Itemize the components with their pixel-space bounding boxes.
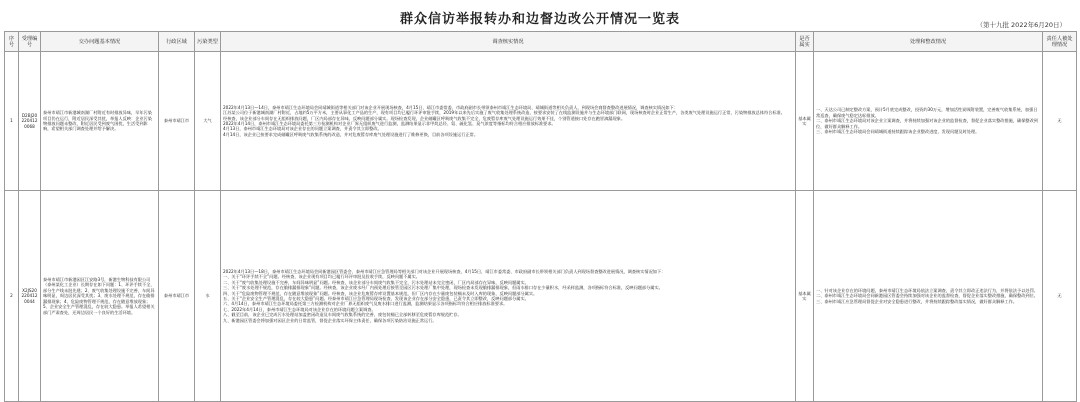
case-region: 泰州市靖江市 [159,191,195,402]
action-taken [814,52,1043,191]
detail-paragraph: 五、关于“企业安全生产管理混乱，存在较大隐患”问题。经泰州市靖江应急管理局现场检查，发现该企业存在部分安全隐患，已责令其立即整改，反映问题部分属实。 [223,296,529,301]
case-code: D2BJ202204120068 [19,52,41,191]
disclosure-table [4,31,1077,402]
issue-date: （第十九批 2022年6月20日） [976,21,1066,29]
table-row [5,191,1077,402]
detail-paragraph: 九、新港园区管委会将加强对园区企业的日常监管，督促企业落实环保主体责任，确保各项污染防治设施正常运行。 [223,317,437,323]
detail-paragraph: 七、2022年4月14日，泰州市靖江生态环境局对该企业存在的环境问题立案调查。 [223,306,376,312]
column-header: 受理编号 [19,32,41,52]
action-paragraph: 三、泰州市靖江生态环境局会同靖城街道持续跟踪该企业整改进度，发现问题及时处理。 [816,129,980,135]
action-paragraph: 三、泰州市靖江应急管理局督促企业对安全隐患进行整改，并将持续跟踪整改落实情况，做好群众解释工作。 [816,298,1018,304]
verified-status: 基本属实 [796,52,814,191]
detail-paragraph: 4月13日，泰州市靖江生态环境局对该企业存在的问题立案调查，并责令其立即整改。 [223,126,382,132]
detail-paragraph: 江苏某公司位于新港城南湖厂村附近，占地约5万平方米，主要从事化工产品的生产，现有项目均已履行环评审批手续，2019年以来先后实施了废气收集处理系统改造，按要求安装了在线监测设施并与生态环境部门联网，现场核查时企业正常生产，各类废气处理设施运行正常，污染物排放总体符合标准。 [223,110,785,116]
column-header: 行政区域 [159,32,195,52]
column-header: 责任人被处理情况 [1043,32,1077,52]
detail-paragraph: 四、关于“危险废物管理不规范，存在随意堆放现象”问题。经核查，该企业危废暂存库设置基本规范，但厂区内存在少量废包装桶未及时入库的现象，反映问题部分属实。 [223,290,538,296]
detail-paragraph: 4月14日，该企业已按要求完成储罐区呼吸废气收集系统的改造，并对危废暂存库废气处理设施进行了维修更换，目前各项设施运行正常。 [223,131,479,137]
page-title: 群众信访举报转办和边督边改公开情况一览表 [399,12,680,27]
detail-paragraph: 一、关于“环评手续不全”问题。经核查，该企业现有项目均已履行环评审批及验收手续，反映问题不属实。 [223,274,420,280]
case-description: 泰州市靖江市新港园区江安路3号，新港生物科技有限公司（泰州某化工企业）长期存在如下问题：1、环评手续不全，部分生产线未批先建；2、废气收集处理设施不完善，车间异味明显，周边居民深受其扰；3、废水处理不规范，存在偷排漏排现象；4、危险废物管理不规范，存在随意堆放现象；5、企业安全生产管理混乱，存在较大隐患。举报人希望相关部门严肃查处，还周边居民一个良好的生活环境。 [41,191,159,402]
pollution-type: 水 [195,191,221,402]
action-paragraph: 一、天达公司已制定整改方案，预计5月底完成整改，投资约30万元，增加活性炭吸附装置，完善废气收集系统，加强日常巡查，确保废气稳定达标排放。 [816,107,1038,118]
investigation-detail [221,52,796,191]
detail-paragraph: 2022年4月13日—14日，泰州市靖江生态环境局会同靖城街道等相关部门对该企业开展现场核查，4月15日，靖江市委常委、市政府副市长带领泰州市靖江生态环境局、靖城街道等相关负责人，到现场会商督查整改进展情况，调查核实情况如下： [223,104,678,110]
case-description: 泰州市靖江市新港城南湖厂村附近有时排放异味，早年污染项目仍在运行，附近居民深受其扰，举报人反映：企业污染物排放问题未整改，附近居民受到废气困扰，生活受到影响，希望相关部门调查处理并给予解决。 [41,52,159,191]
table-header-row [5,32,1077,52]
action-paragraph: 二、泰州市靖江生态环境局会同新港园区管委会持续加强对该企业的监督检查，督促企业落实整改措施，确保整改到位。 [816,293,1038,299]
detail-paragraph: 2022年4月13日—18日，泰州市靖江生态环境局会同新港园区管委会、泰州市靖江应急管理局等相关部门对该企业开展现场核查，4月15日，靖江市委常委、市政府副市长带领相关部门负责人到现场督查整改进展情况，调查核实情况如下： [223,268,666,274]
column-header: 是否属实 [796,32,814,52]
action-paragraph: 一、针对该企业存在的环境问题，泰州市靖江生态环境局依法立案调查，责令其立即改正违法行为，并将依法予以处罚。 [816,287,1038,293]
table-row [5,52,1077,191]
detail-paragraph: 二、关于“废气收集处理设施不完善，车间异味明显”问题。经核查，该企业部分车间废气收集不完全，污水处理站未完全密闭，厂区内局部存在异味，反映问题属实。 [223,279,529,285]
case-code: X2JS202204120044 [19,191,41,402]
row-number: 2 [5,191,19,402]
detail-paragraph: 三、关于“废水处理不规范，存在偷排漏排现象”问题。经核查，该企业废水经厂内预处理后接管至园区污水处理厂集中处理，现场检查未发现偷排漏排现象，但雨水排口存在少量积水，经采样监测，各项指标符合标准，反映问题部分属实。 [223,285,663,291]
column-header: 污染类型 [195,32,221,52]
detail-paragraph: 经核查，该企业部分车间存在无组织排放问题，厂区内局部存在异味，反映问题部分属实。现场检查发现，企业储罐区呼吸废气收集不完全，危废暂存库废气处理设施运行效果不佳，个别管道接口处存在跑冒滴漏现象。 [223,115,626,121]
detail-paragraph: 2022年4月14日，泰州市靖江生态环境局委托第三方检测机构对企业厂界无组织废气进行监测，监测结果显示非甲烷总烃、氨、硫化氢、臭气浓度等指标均符合相应排放标准要求。 [223,121,556,126]
column-header: 调查核实情况 [221,32,796,52]
column-header: 交办问题基本情况 [41,32,159,52]
responsible-person: 无 [1043,191,1077,402]
detail-paragraph: 六、4月14日，泰州市靖江生态环境局委托第三方检测机构对企业厂界无组织废气及废水排口进行监测，监测结果显示各项指标均符合相应排放标准要求。 [223,301,508,307]
responsible-person: 无 [1043,52,1077,191]
investigation-detail [221,191,796,402]
verified-status: 基本属实 [796,191,814,402]
detail-paragraph: 八、截至目前，该企业已完成污水处理站加盖密闭改造及车间废气收集系统的完善，废包装桶已全部转移至危废暂存库规范贮存。 [223,312,462,318]
case-region: 泰州市靖江市 [159,52,195,191]
action-paragraph: 二、泰州市靖江生态环境局对该企业立案调查，并将持续加强对该企业的监督检查，督促企业落实整改措施，确保整改到位，做好群众解释工作。 [816,118,1038,129]
action-taken [814,191,1043,402]
row-number: 1 [5,52,19,191]
column-header: 处理和整改情况 [814,32,1043,52]
column-header: 序号 [5,32,19,52]
pollution-type: 大气 [195,52,221,191]
